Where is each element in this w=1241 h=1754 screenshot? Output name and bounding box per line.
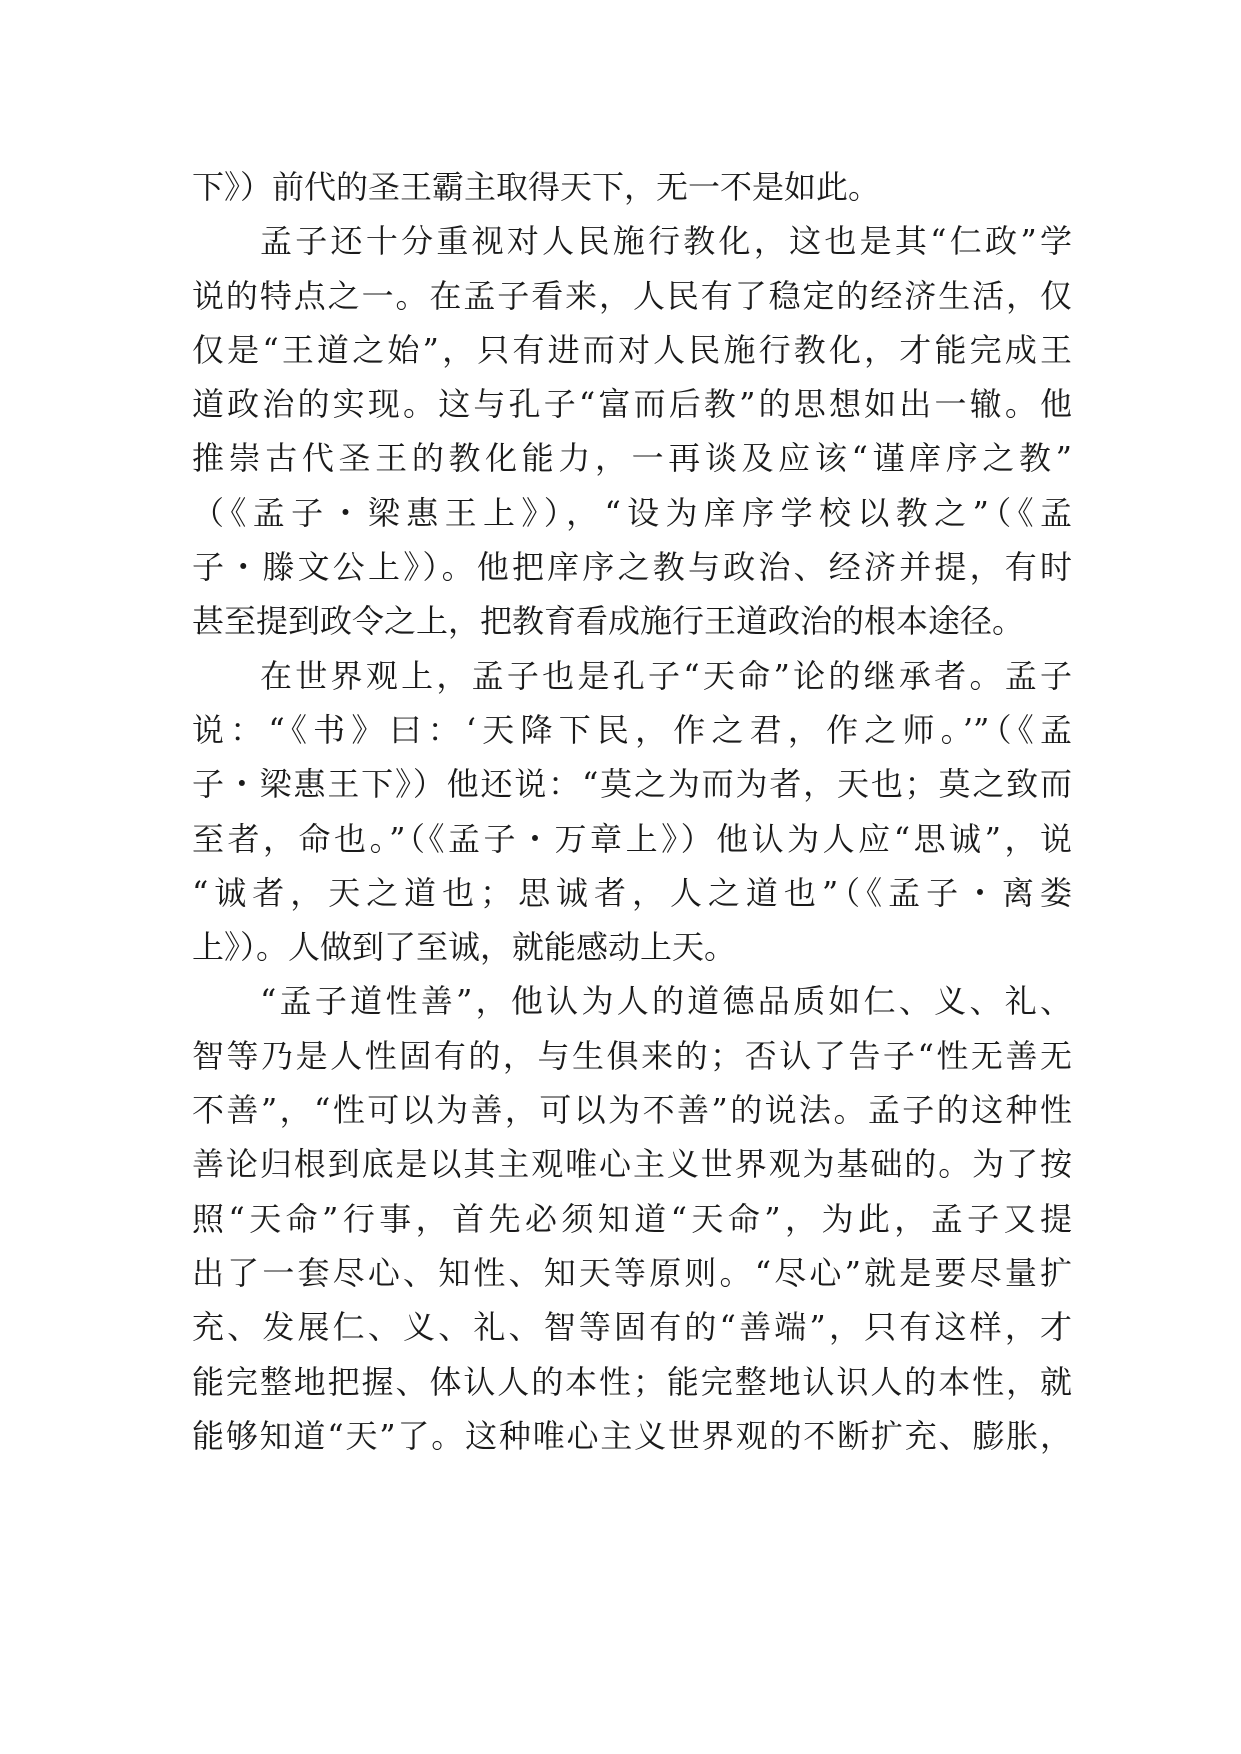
paragraph-first-line: 孟子还十分重视对人民施行教化，这也是其“仁政”学 [260,222,1072,261]
text-line: 出了一套尽心、知性、知天等原则。“尽心”就是要尽量扩 [192,1253,1072,1292]
text-line: 善论归根到底是以其主观唯心主义世界观为基础的。为了按 [192,1145,1072,1184]
text-line: 说：“《书》曰：‘天降下民，作之君，作之师。’”（《孟 [192,710,1072,749]
paragraph-first-line: “孟子道性善”，他认为人的道德品质如仁、义、礼、 [260,982,1072,1021]
text-line: 说的特点之一。在孟子看来，人民有了稳定的经济生活，仅 [192,276,1072,315]
text-line: 下》）前代的圣王霸主取得天下，无一不是如此。 [192,168,881,206]
text-line: 推崇古代圣王的教化能力，一再谈及应该“谨庠序之教” [192,439,1072,478]
text-line: 子・梁惠王下》）他还说：“莫之为而为者，天也；莫之致而 [192,765,1072,804]
text-line: 照“天命”行事，首先必须知道“天命”，为此，孟子又提 [192,1199,1072,1238]
paragraph-first-line: 在世界观上，孟子也是孔子“天命”论的继承者。孟子 [260,656,1072,695]
text-line: （《孟子・梁惠王上》），“设为庠序学校以教之”（《孟 [192,493,1072,532]
text-line: 道政治的实现。这与孔子“富而后教”的思想如出一辙。他 [192,385,1072,424]
text-line: 上》）。人做到了至诚，就能感动上天。 [192,928,737,967]
text-line: “诚者，天之道也；思诚者，人之道也”（《孟子・离娄 [192,873,1072,912]
text-line: 不善”，“性可以为善，可以为不善”的说法。孟子的这种性 [192,1091,1072,1130]
text-line: 子・滕文公上》）。他把庠序之教与政治、经济并提，有时 [192,548,1072,587]
text-line: 能完整地把握、体认人的本性；能完整地认识人的本性，就 [192,1362,1072,1401]
body-text [192,160,1072,1463]
text-line: 至者，命也。”（《孟子・万章上》）他认为人应“思诚”，说 [192,819,1072,858]
text-line: 能够知道“天”了。这种唯心主义世界观的不断扩充、膨胀， [192,1416,1072,1455]
text-line: 甚至提到政令之上，把教育看成施行王道政治的根本途径。 [192,602,1025,641]
text-line: 充、发展仁、义、礼、智等固有的“善端”，只有这样，才 [192,1308,1072,1347]
text-line: 仅是“王道之始”，只有进而对人民施行教化，才能完成王 [192,330,1072,369]
text-line: 智等乃是人性固有的，与生俱来的；否认了告子“性无善无 [192,1036,1072,1075]
